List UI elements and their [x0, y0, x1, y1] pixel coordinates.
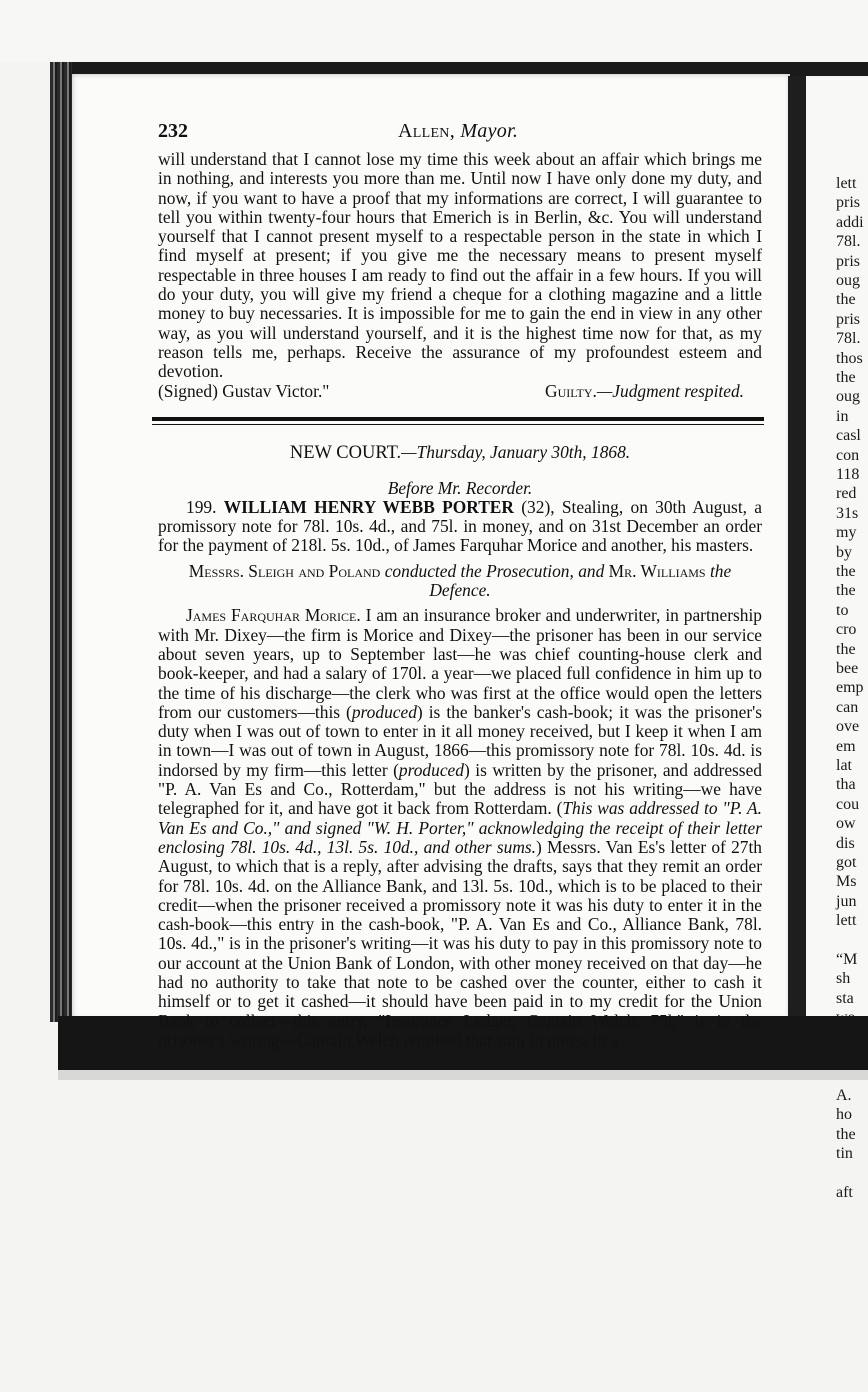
facing-page-fragment: oug	[836, 272, 860, 289]
facing-page-fragment: pris	[836, 194, 860, 212]
facing-page-fragment: by	[836, 543, 852, 561]
facing-page-fragment: my	[836, 524, 857, 542]
facing-page-fragment: 31s	[836, 504, 859, 522]
letter-continuation: will understand that I cannot lose my time this week about an affair which brings me in nothing, and interests you more than me. Until now I have only done my duty, and now, if you want to have a proof that my informations are correct, I will guarantee to tell you within twenty-four hours that Emerich is in Berlin, &c. You will understand yourself that I cannot present myself to a respectable person in the state in which I find myself at present; if you give me the necessary means to present myself respectable in three houses I am ready to find out the affair in a few hours. If you will do your duty, you will give my friend a cheque for a clothing magazine and a little money to buy necessaries. It is impossible for me to gain the end in view in any other way, as you will understand yourself, and it is the highest time now for that, as my reason tells me, perhaps. Receive the assurance of my profoundest esteem and devotion.	[158, 149, 762, 382]
witness-name: James Farquhar Morice.	[186, 605, 361, 626]
page-header	[158, 120, 762, 150]
facing-page-fragment: tin	[836, 1145, 853, 1162]
facing-page-fragment: lett	[836, 175, 857, 192]
facing-page-fragment: can	[836, 698, 859, 716]
facing-page-fragment: cou	[836, 795, 860, 813]
facing-page-fragment: the	[836, 582, 856, 600]
facing-page-fragment: con	[836, 446, 860, 464]
running-head-name: Allen,	[398, 120, 456, 142]
court-heading	[158, 441, 762, 464]
facing-page-fragment: in	[836, 407, 849, 425]
facing-page-fragment: dis	[836, 834, 855, 852]
facing-page-fragment: to	[836, 601, 849, 619]
facing-page-fragment: “M	[836, 951, 858, 968]
counsel-line	[158, 562, 762, 601]
facing-page-fragment: the	[836, 291, 856, 309]
facing-page-edge	[806, 78, 868, 1201]
court-name: NEW COURT.	[289, 442, 402, 463]
page-gutter	[788, 76, 806, 1016]
facing-page-fragment: cro	[836, 621, 857, 639]
verdict	[545, 382, 762, 401]
facing-page-fragment: 118	[836, 466, 860, 483]
facing-page-fragment: 78l.	[836, 233, 861, 251]
case-number: 199.	[186, 496, 217, 517]
facing-page-fragment: 78l.	[836, 330, 861, 348]
facing-page-fragment: bee	[836, 660, 859, 677]
italic-note: This was addressed to "P. A. Van Es and Co.," and signed "W. H. Porter," acknowledging the receipt of their letter enclosing 78l. 10s. 4d., 13l. 5s. 10d., and other sums.	[158, 798, 762, 857]
facing-page-fragment: lett	[836, 912, 857, 930]
facing-page-fragment: oug	[836, 388, 860, 406]
facing-page-fragment: aft	[836, 1183, 853, 1201]
facing-page-fragment: lat	[836, 757, 852, 774]
verdict-line	[158, 382, 762, 401]
prisoner-name: WILLIAM HENRY WEBB PORTER	[223, 496, 514, 517]
before-judge: Before Mr. Recorder.	[387, 477, 533, 498]
running-head-title: Mayor.	[460, 120, 519, 142]
facing-page-fragment: ho	[836, 1106, 852, 1124]
facing-page-fragment: casl	[836, 427, 861, 445]
facing-page-fragment: pris	[836, 310, 860, 328]
facing-page-fragment: sh	[836, 970, 851, 988]
facing-page-fragment: addi	[836, 213, 864, 231]
facing-page-fragment: Ms	[836, 873, 857, 891]
facing-page-fragment: red	[836, 485, 857, 503]
facing-page-fragment: A.	[836, 1086, 852, 1104]
verdict-guilty: Guilty.	[545, 380, 597, 401]
witness-testimony: James Farquhar Morice. I am an insurance broker and underwriter, in partnership with Mr. Dixey—the firm is Morice and Dixey—the prisoner has been in our service about seven years, up to September last—he was chief counting-house clerk and book-keeper, and had a salary of 170l. a year—we placed full confidence in him up to the time of his discharge—the clerk who was first at the office would open the letters from our customers—this (produced) is the banker's cash-book; it was the prisoner's duty when I was out of town to enter in it all money received, but I keep it when I am in town—I was out of town in August, 1866—this promissory note for 78l. 10s. 4d. is indorsed by my firm—this letter (produced) is written by the prisoner, and addressed "P. A. Van Es and Co., Rotterdam," but the address is not his writing—we have telegraphed for it, and have got it back from Rotterdam. (This was addressed to "P. A. Van Es and Co.," and signed "W. H. Porter," acknowledging the receipt of their letter enclosing 78l. 10s. 4d., 13l. 5s. 10d., and other sums.) Messrs. Van Es's letter of 27th August, to which that is a reply, after advising the drafts, says that they remit an order for 78l. 10s. 4d. on the Alliance Bank, and 13l. 5s. 10d., which is to be placed to their credit—when the prisoner received a promissory note it was his duty to enter it in the cash-book—this entry in the cash-book, "P. A. Van Es and Co., Alliance Bank, 78l. 10s. 4d.," is in the prisoner's writing—it was his duty to pay in this promissory note to our account at the Union Bank of London, with other money received on that day—he had no authority to take that note to be cashed over the counter, either to cash it himself or to get it cashed—it should have been paid in to my credit for the Union Bank to collect—this entry, "Insurance Ledger, Captain Welch, 75l," is in the prisoner's writing—Captain Welch remitted that sum in notes, in a	[158, 605, 763, 1050]
page-number: 232	[158, 120, 188, 142]
signature-line: (Signed) Gustav Victor."	[158, 380, 330, 401]
court-date: —Thursday, January 30th, 1868.	[401, 441, 631, 462]
prosecution-counsel: Messrs. Sleigh and Poland	[188, 560, 381, 581]
facing-page-fragment: sta	[836, 989, 854, 1007]
binding-shadow-left	[50, 62, 72, 1022]
facing-page-fragment: the	[836, 1125, 856, 1143]
facing-page-fragment: ow	[836, 815, 856, 833]
facing-page-fragment: the	[836, 563, 856, 580]
defence-text: the Defence.	[429, 560, 732, 601]
facing-page-fragment: ove	[836, 718, 860, 736]
facing-page-fragment: the	[836, 369, 856, 386]
facing-page-fragment: em	[836, 737, 856, 755]
facing-page-fragment: jun	[836, 892, 857, 910]
bottom-page-edge	[58, 1070, 868, 1080]
top-page-edge	[0, 0, 868, 62]
defence-counsel: Mr. Williams	[608, 560, 706, 581]
prosecution-text: conducted the Prosecution, and	[384, 560, 605, 581]
facing-page-fragment: the	[836, 640, 856, 658]
section-rule	[152, 417, 764, 425]
facing-page-fragment: pris	[836, 252, 860, 270]
case-heading	[158, 498, 762, 556]
running-head	[398, 120, 518, 143]
facing-page-fragment: emp	[836, 679, 864, 697]
facing-page-fragment: thos	[836, 349, 863, 367]
page-text-block	[158, 120, 762, 1050]
facing-page-fragment: got	[836, 854, 857, 871]
case-details: (32), Stealing, on 30th August, a promissory note for 78l. 10s. 4d., and 75l. in money, and on 31st December an order for the payment of 218l. 5s. 10d., of James Farquhar Morice and another, his masters.	[158, 496, 763, 556]
facing-page-fragment: tha	[836, 776, 856, 794]
verdict-judgment: —Judgment respited.	[596, 380, 744, 401]
